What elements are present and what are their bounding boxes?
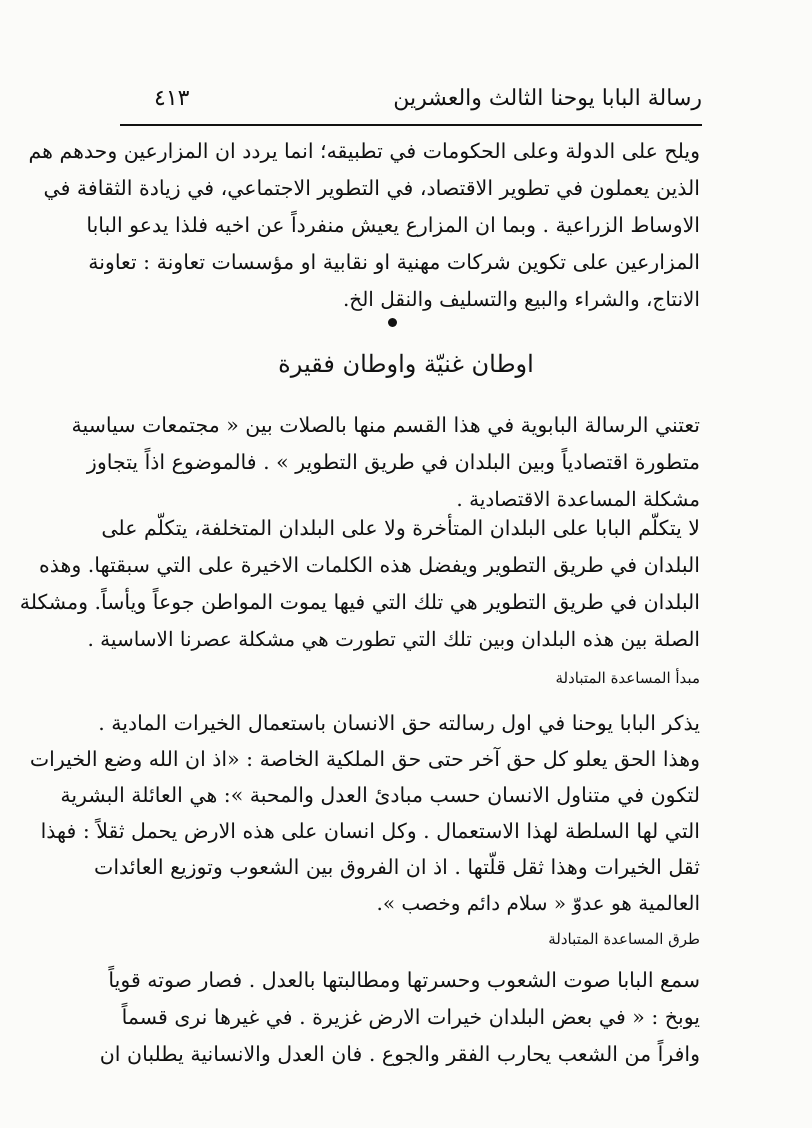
page-header — [120, 84, 702, 126]
text-line: يذكر البابا يوحنا في اول رسالته حق الانسان باستعمال الخيرات المادية . — [98, 711, 700, 735]
text-line: متطورة اقتصادياً وبين البلدان في طريق التطوير » . فالموضوع اذاً يتجاوز — [86, 450, 700, 474]
text-line: لا يتكلّم البابا على البلدان المتأخرة ولا على البلدان المتخلفة، يتكلّم على — [101, 516, 700, 540]
text-line: يوبخ : « في بعض البلدان خيرات الارض غزيرة . في غيرها نرى قسماً — [121, 1005, 700, 1029]
section-bullet — [388, 318, 397, 327]
text-line: البلدان في طريق التطوير هي تلك التي فيها يموت المواطن جوعاً ويأساً. ومشكلة — [19, 590, 700, 614]
text-line: وافراً من الشعب يحارب الفقر والجوع . فان العدل والانسانية يطلبان ان — [99, 1042, 700, 1066]
text-line: وهذا الحق يعلو كل حق آخر حتى حق الملكية الخاصة : «اذ ان الله وضع الخيرات — [29, 747, 700, 771]
text-line: ويلح على الدولة وعلى الحكومات في تطبيقه؛ انما يردد ان المزارعين وحدهم هم — [28, 139, 700, 163]
paragraph-1 — [28, 133, 700, 318]
text-line: التي لها السلطة لهذا الاستعمال . وكل انسان على هذه الارض يحمل ثقلاً : فهذا — [40, 819, 700, 843]
text-line: الانتاج، والشراء والبيع والتسليف والنقل الخ. — [342, 287, 700, 311]
section-title: اوطان غنيّة واوطان فقيرة — [278, 350, 534, 378]
text-line: سمع البابا صوت الشعوب وحسرتها ومطالبتها بالعدل . فصار صوته قوياً — [108, 968, 700, 992]
running-head: رسالة البابا يوحنا الثالث والعشرين — [393, 86, 702, 111]
text-line: الصلة بين هذه البلدان وبين تلك التي تطورت هي مشكلة عصرنا الاساسية . — [87, 627, 700, 651]
text-line: المزارعين على تكوين شركات مهنية او نقابية او مؤسسات تعاونة : تعاونة — [88, 250, 700, 274]
text-line: العالمية هو عدوّ « سلام دائم وخصب ». — [376, 891, 700, 915]
text-line: مشكلة المساعدة الاقتصادية . — [456, 487, 700, 511]
text-line: الذين يعملون في تطوير الاقتصاد، في التطوير الاجتماعي، في زيادة الثقافة في — [43, 176, 700, 200]
paragraph-3 — [19, 510, 700, 658]
text-line: لتكون في متناول الانسان حسب مبادئ العدل والمحبة »: هي العائلة البشرية — [60, 783, 700, 807]
text-line: الاوساط الزراعية . وبما ان المزارع يعيش منفرداً عن اخيه فلذا يدعو البابا — [86, 213, 700, 237]
paragraph-2 — [71, 407, 700, 518]
subheading-mutual-aid-principle: مبدأ المساعدة المتبادلة — [555, 669, 700, 687]
subheading-mutual-aid-methods: طرق المساعدة المتبادلة — [548, 930, 700, 948]
text-line: البلدان في طريق التطوير ويفضل هذه الكلمات الاخيرة على التي سبقتها. وهذه — [39, 553, 700, 577]
text-line: تعتني الرسالة البابوية في هذا القسم منها بالصلات بين « مجتمعات سياسية — [71, 413, 700, 437]
page-number: ٤١٣ — [154, 86, 190, 111]
paragraph-5 — [99, 962, 700, 1073]
text-line: ثقل الخيرات وهذا ثقل قلّتها . اذ ان الفروق بين الشعوب وتوزيع العائدات — [94, 855, 700, 879]
paragraph-4 — [29, 705, 700, 921]
